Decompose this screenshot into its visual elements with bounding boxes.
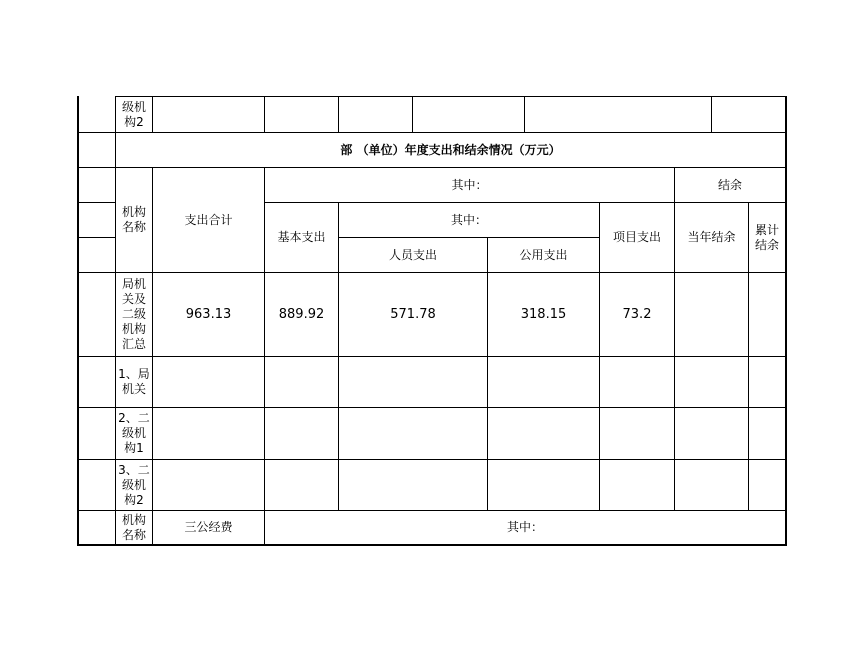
grid-line [77,356,786,357]
grid-line [77,544,787,546]
grid-line [152,96,153,132]
header-qizhong-main: 其中： [451,177,488,192]
cell-public: 318.15 [520,307,567,322]
row-label-summary: 局机关及二级机构汇总 [121,277,146,351]
cell-current-balance [675,273,748,356]
bottom-sangong: 三公经费 [184,520,233,534]
header-personnel-expense: 人员支出 [388,247,437,262]
header-project-expense: 项目支出 [612,230,661,244]
grid-line [412,96,413,132]
row-label-bureau: 1、局机关 [118,367,150,396]
row-label-secondary-2: 3、二级机构2 [118,462,150,507]
header-accumulated-balance: 累计结余 [754,222,779,252]
top-row-label: 级机构2 [121,99,146,129]
cell-basic: 889.92 [278,307,325,322]
grid-line [77,96,79,546]
bottom-qizhong: 其中： [506,520,543,534]
grid-line [77,202,115,203]
header-current-year-balance: 当年结余 [687,230,736,244]
header-public-expense: 公用支出 [519,247,568,262]
cell-total: 963.13 [185,307,232,322]
grid-line [77,407,786,408]
row-label-secondary-1: 2、二级机构1 [118,411,150,455]
header-jieyu: 结余 [717,177,742,192]
header-qizhong-sub: 其中： [450,212,487,227]
grid-line [785,96,787,546]
bottom-org-name: 机构名称 [121,512,146,542]
header-org-name: 机构名称 [121,205,146,234]
grid-line [264,96,265,132]
grid-line [116,96,786,97]
grid-line [77,237,115,238]
header-total-expense: 支出合计 [184,212,233,227]
cell-project: 73.2 [622,307,652,322]
cell-personnel: 571.78 [390,307,436,322]
grid-line [338,96,339,132]
cell-accumulated-balance [749,273,785,356]
grid-line [711,96,712,132]
grid-line [524,96,525,132]
header-basic-expense: 基本支出 [277,230,326,244]
section-title: 部 （单位）年度支出和结余情况（万元） [340,142,561,157]
grid-line [77,459,786,460]
